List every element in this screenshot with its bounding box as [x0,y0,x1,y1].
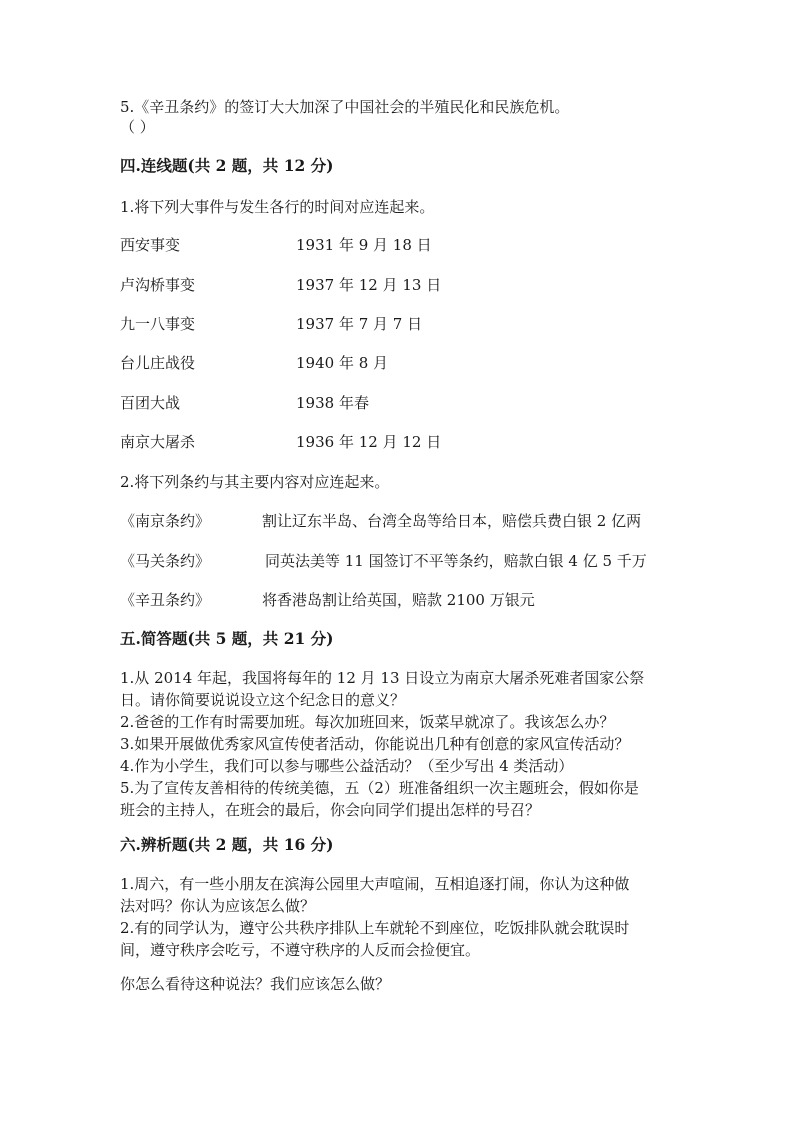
event-item[interactable]: 卢沟桥事变 [120,276,196,294]
section6-heading: 六.辨析题(共 2 题，共 16 分) [120,835,334,854]
matching-q2-prompt: 2.将下列条约与其主要内容对应连起来。 [120,473,390,491]
matching-q1-prompt: 1.将下列大事件与发生各行的时间对应连起来。 [120,198,435,216]
question-line: 日。请你简要说说设立这个纪念日的意义？ [120,691,406,709]
q5-answer-blank[interactable]: （ ） [120,118,155,136]
treaty-content-item[interactable]: 将香港岛割让给英国，赔款 2100 万银元 [262,591,535,609]
question-line: 1.周六，有一些小朋友在滨海公园里大声喧闹，互相追逐打闹，你认为这种做 [120,875,630,893]
event-item[interactable]: 台儿庄战役 [120,354,196,372]
event-item[interactable]: 南京大屠杀 [120,433,196,451]
treaty-content-item[interactable]: 同英法美等 11 国签订不平等条约，赔款白银 4 亿 5 千万 [265,552,647,570]
question-line: 5.为了宣传友善相待的传统美德，五（2）班准备组织一次主题班会，假如你是 [120,779,639,797]
short-answer-questions [120,667,680,821]
analysis-closing-question: 你怎么看待这种说法？我们应该怎么做？ [120,975,391,993]
date-item[interactable]: 1937 年 7 月 7 日 [296,315,423,333]
question-line: 间，遵守秩序会吃亏，不遵守秩序的人反而会捡便宜。 [120,941,481,959]
event-item[interactable]: 百团大战 [120,394,181,412]
q5-statement: 5.《辛丑条约》的签订大大加深了中国社会的半殖民化和民族危机。 [120,98,570,116]
analysis-questions [120,873,680,961]
event-item[interactable]: 九一八事变 [120,315,196,333]
event-item[interactable]: 西安事变 [120,236,181,254]
question-line: 4.作为小学生，我们可以参与哪些公益活动？（至少写出 4 类活动） [120,757,574,775]
section5-heading: 五.简答题(共 5 题，共 21 分) [120,629,334,648]
date-item[interactable]: 1937 年 12 月 13 日 [296,276,442,294]
date-item[interactable]: 1936 年 12 月 12 日 [296,433,442,451]
question-line: 1.从 2014 年起，我国将每年的 12 月 13 日设立为南京大屠杀死难者国家公祭 [120,669,645,687]
question-line: 法对吗？你认为应该怎么做？ [120,897,316,915]
question-line: 班会的主持人，在班会的最后，你会向同学们提出怎样的号召？ [120,801,541,819]
treaty-item[interactable]: 《马关条约》 [120,552,211,570]
treaty-item[interactable]: 《南京条约》 [120,512,211,530]
question-line: 2.爸爸的工作有时需要加班。每次加班回来，饭菜早就凉了。我该怎么办？ [120,713,615,731]
question-line: 2.有的同学认为，遵守公共秩序排队上车就轮不到座位，吃饭排队就会耽误时 [120,919,630,937]
section4-heading: 四.连线题(共 2 题，共 12 分) [120,156,334,175]
treaty-content-item[interactable]: 割让辽东半岛、台湾全岛等给日本，赔偿兵费白银 2 亿两 [262,512,642,530]
question-line: 3.如果开展做优秀家风宣传使者活动，你能说出几种有创意的家风宣传活动？ [120,735,630,753]
date-item[interactable]: 1940 年 8 月 [296,354,389,372]
date-item[interactable]: 1938 年春 [296,394,369,412]
treaty-item[interactable]: 《辛丑条约》 [120,591,211,609]
date-item[interactable]: 1931 年 9 月 18 日 [296,236,432,254]
